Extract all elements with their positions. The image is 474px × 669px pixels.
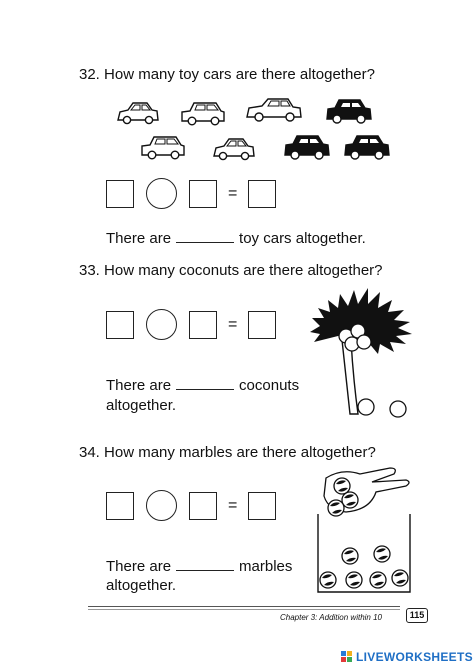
marble-in-jar	[374, 546, 390, 562]
equals-sign: =	[228, 497, 238, 514]
marble-in-hand	[328, 500, 344, 516]
marbles-jar-icon	[306, 464, 430, 598]
question-33-text: 33. How many coconuts are there altogether?	[79, 262, 383, 279]
white-car	[118, 103, 158, 124]
answer-box-second-addend[interactable]	[189, 180, 217, 208]
answer-box-first-addend[interactable]	[106, 180, 134, 208]
equals-sign: =	[228, 185, 238, 202]
sentence-continuation: altogether.	[106, 397, 177, 414]
marble-in-jar	[392, 570, 408, 586]
white-car	[214, 139, 254, 160]
answer-blank[interactable]	[176, 379, 234, 390]
liveworksheets-logo-icon	[341, 651, 353, 663]
marble-in-jar	[346, 572, 362, 588]
coconut-palm-icon	[306, 282, 422, 422]
answer-box-second-addend[interactable]	[189, 492, 217, 520]
footer-rule	[88, 609, 400, 610]
answer-sentence	[106, 228, 366, 250]
answer-box-first-addend[interactable]	[106, 492, 134, 520]
white-car	[182, 103, 224, 125]
marble-in-hand	[334, 478, 350, 494]
white-car	[247, 99, 301, 121]
answer-sentence	[106, 375, 299, 397]
sentence-continuation: altogether.	[106, 577, 177, 594]
footer-rule	[88, 606, 400, 607]
answer-box-sum[interactable]	[248, 311, 276, 339]
marble-in-jar	[370, 572, 386, 588]
answer-blank[interactable]	[176, 560, 234, 571]
answer-circle-operator[interactable]	[146, 309, 177, 340]
answer-box-second-addend[interactable]	[189, 311, 217, 339]
question-32-text: 32. How many toy cars are there altogether?	[79, 66, 375, 83]
sentence-start: There are	[106, 230, 172, 247]
fallen-coconut	[390, 401, 406, 417]
chapter-label: Chapter 3: Addition within 10	[280, 613, 382, 622]
answer-box-first-addend[interactable]	[106, 311, 134, 339]
fallen-coconut	[358, 399, 374, 415]
black-car	[285, 136, 329, 159]
answer-box-sum[interactable]	[248, 492, 276, 520]
equals-sign: =	[228, 316, 238, 333]
sentence-end: toy cars altogether.	[239, 230, 366, 247]
question-34-text: 34. How many marbles are there altogether?	[79, 444, 376, 461]
answer-circle-operator[interactable]	[146, 178, 177, 209]
marble-in-hand	[342, 492, 358, 508]
black-car	[345, 136, 389, 159]
watermark-brand[interactable]: LIVEWORKSHEETS	[356, 650, 473, 664]
marble-in-jar	[320, 572, 336, 588]
white-car	[142, 137, 184, 159]
answer-blank[interactable]	[176, 232, 234, 243]
answer-box-sum[interactable]	[248, 180, 276, 208]
coconut	[357, 335, 371, 349]
answer-circle-operator[interactable]	[146, 490, 177, 521]
black-car	[327, 100, 371, 123]
sentence-start: There are	[106, 558, 172, 575]
sentence-start: There are	[106, 377, 172, 394]
sentence-end: coconuts	[239, 377, 300, 394]
marble-in-jar	[342, 548, 358, 564]
sentence-end: marbles	[239, 558, 293, 575]
toy-cars-illustration	[112, 94, 402, 166]
page-number: 115	[406, 608, 428, 623]
